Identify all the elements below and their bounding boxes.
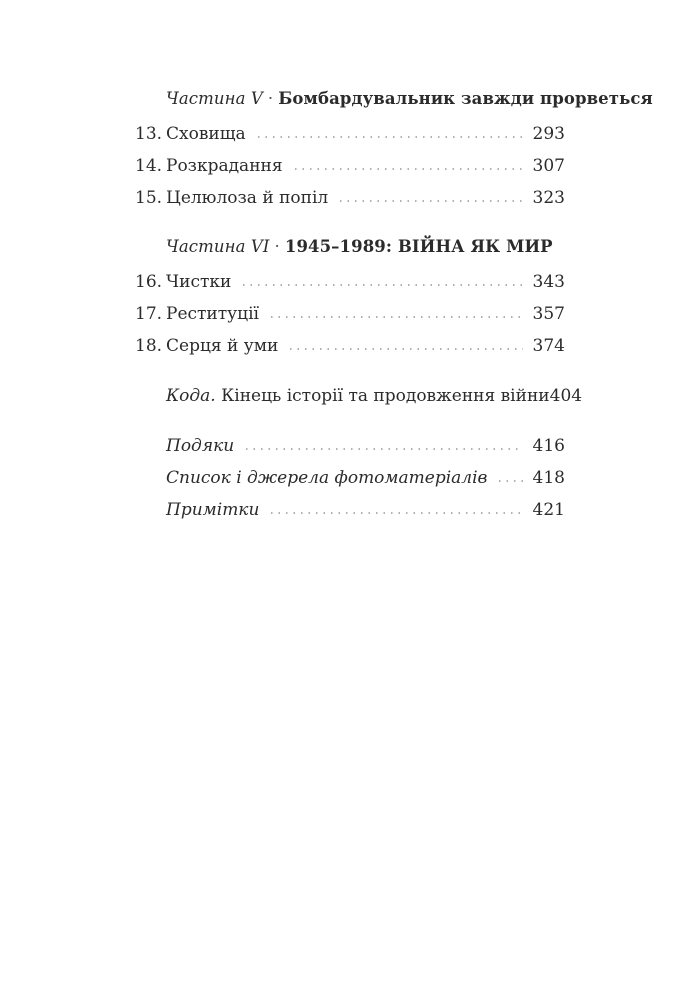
table-of-contents [135,88,653,532]
dotted-leader [271,316,523,318]
chapter-title: Сховища [166,124,246,144]
toc-entry-photo-credits [166,468,565,488]
chapter-title: Реституції [166,304,259,324]
dotted-leader [295,168,523,170]
toc-backmatter [135,436,565,520]
dotted-leader [290,348,522,350]
heading-separator-dot: · [274,237,280,256]
toc-entry-13 [135,124,565,144]
part-v-title: Бомбардувальник завжди прорветься [278,89,653,108]
page-number: 293 [532,124,565,144]
page-number: 418 [532,468,565,488]
dotted-leader [246,448,522,450]
chapter-number: 18. [135,336,163,356]
chapter-title: Целюлоза й попіл [166,188,329,208]
dotted-leader [243,284,522,286]
part-v-heading [166,88,653,109]
chapter-title: Серця й уми [166,336,279,356]
backmatter-title: Подяки [166,436,235,456]
dotted-leader [271,512,522,514]
coda-label: Кода. [166,386,216,406]
page-number: 307 [532,156,565,176]
coda-title: Кінець історії та продовження війни [221,386,550,406]
toc-entry-18 [135,336,565,356]
page-number: 416 [532,436,565,456]
toc-entry-acknowledgements [166,436,565,456]
dotted-leader [499,480,522,482]
chapter-title: Розкрадання [166,156,283,176]
page-number: 323 [532,188,565,208]
page-number: 357 [532,304,565,324]
toc-section-part-vi [135,236,565,356]
part-vi-label: Частина VI [166,237,270,256]
page-number: 404 [549,386,583,406]
toc-entry-16 [135,272,565,292]
chapter-number: 15. [135,188,163,208]
toc-section-part-v [135,88,653,208]
backmatter-title: Примітки [166,500,260,520]
toc-entry-14 [135,156,565,176]
toc-entry-17 [135,304,565,324]
part-v-label: Частина V [166,89,263,108]
heading-separator-dot: · [267,89,274,108]
dotted-leader [258,136,523,138]
toc-entry-notes [166,500,565,520]
chapter-number: 14. [135,156,163,176]
dotted-leader [340,200,522,202]
toc-entry-15 [135,188,565,208]
page-number: 421 [532,500,565,520]
toc-entry-coda [166,386,583,406]
chapter-number: 13. [135,124,163,144]
backmatter-title: Список і джерела фотоматеріалів [166,468,488,488]
page-number: 374 [532,336,565,356]
part-vi-heading [166,236,565,257]
chapter-title: Чистки [166,272,232,292]
page-number: 343 [532,272,565,292]
chapter-number: 16. [135,272,163,292]
part-vi-title: 1945–1989: ВІЙНА ЯК МИР [284,237,553,256]
chapter-number: 17. [135,304,163,324]
